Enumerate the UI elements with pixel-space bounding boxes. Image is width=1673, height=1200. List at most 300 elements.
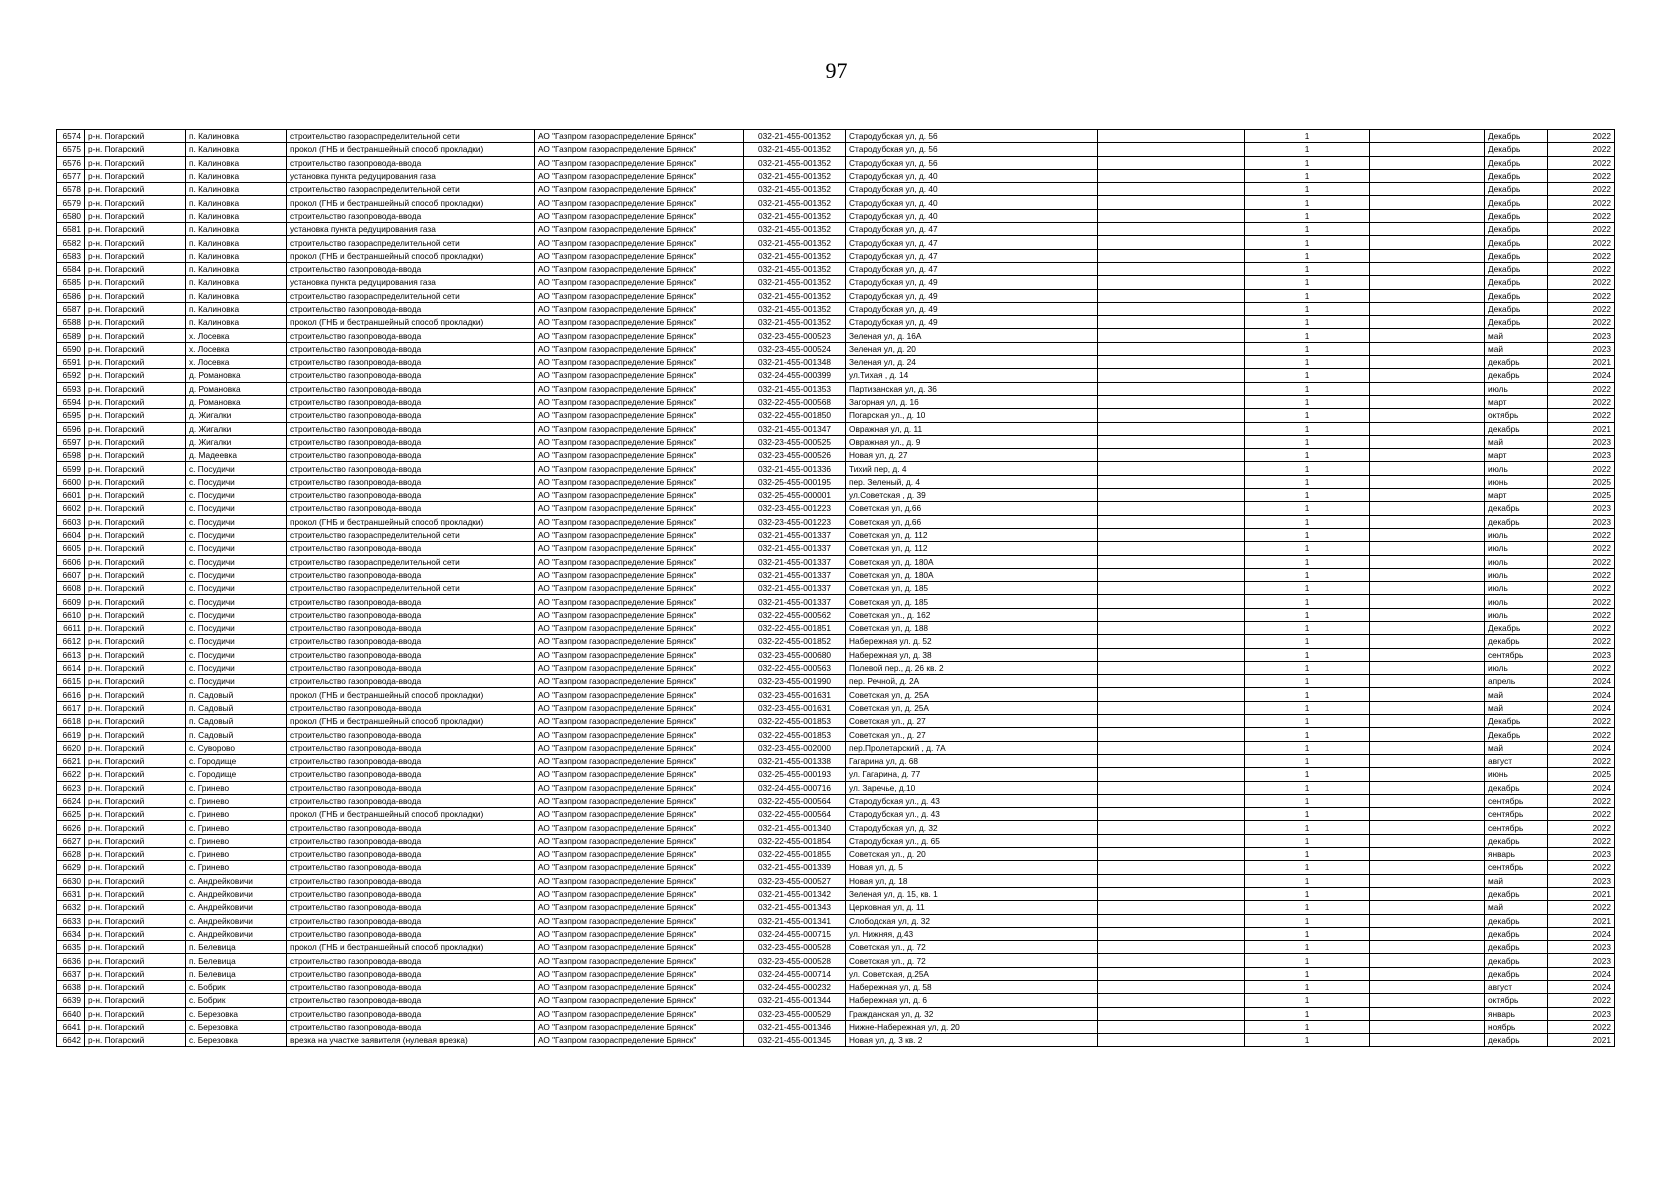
cell-empty-col-a — [1098, 276, 1245, 289]
cell-empty-col-b — [1370, 156, 1485, 169]
cell-empty-col-b — [1370, 808, 1485, 821]
cell-work-type: строительство газопровода-ввода — [287, 768, 535, 781]
cell-settlement: с. Бобрик — [186, 981, 287, 994]
cell-organization: АО "Газпром газораспределение Брянск" — [535, 914, 744, 927]
cell-application-number: 032-21-455-001352 — [744, 262, 846, 275]
cell-month: Декабрь — [1485, 209, 1548, 222]
cell-district: р-н. Погарский — [85, 981, 186, 994]
cell-work-type: прокол (ГНБ и бестраншейный способ прокладки) — [287, 515, 535, 528]
cell-count: 1 — [1245, 435, 1370, 448]
cell-application-number: 032-21-455-001346 — [744, 1020, 846, 1033]
cell-work-type: врезка на участке заявителя (нулевая врезка) — [287, 1034, 535, 1047]
cell-settlement: п. Калиновка — [186, 156, 287, 169]
cell-district: р-н. Погарский — [85, 794, 186, 807]
cell-organization: АО "Газпром газораспределение Брянск" — [535, 409, 744, 422]
cell-work-type: строительство газопровода-ввода — [287, 595, 535, 608]
cell-work-type: строительство газопровода-ввода — [287, 954, 535, 967]
cell-district: р-н. Погарский — [85, 701, 186, 714]
cell-count: 1 — [1245, 329, 1370, 342]
cell-settlement: с. Посудичи — [186, 582, 287, 595]
cell-settlement: с. Посудичи — [186, 595, 287, 608]
cell-district: р-н. Погарский — [85, 621, 186, 634]
cell-work-type: строительство газопровода-ввода — [287, 874, 535, 887]
cell-count: 1 — [1245, 302, 1370, 315]
cell-application-number: 032-22-455-001853 — [744, 728, 846, 741]
cell-district: р-н. Погарский — [85, 342, 186, 355]
cell-row-number: 6631 — [57, 887, 85, 900]
cell-count: 1 — [1245, 555, 1370, 568]
cell-year: 2024 — [1548, 741, 1615, 754]
cell-address: Стародубская ул, д. 40 — [846, 169, 1098, 182]
cell-count: 1 — [1245, 794, 1370, 807]
cell-application-number: 032-22-455-000562 — [744, 608, 846, 621]
cell-count: 1 — [1245, 781, 1370, 794]
cell-empty-col-b — [1370, 981, 1485, 994]
cell-district: р-н. Погарский — [85, 901, 186, 914]
cell-count: 1 — [1245, 768, 1370, 781]
cell-year: 2022 — [1548, 861, 1615, 874]
cell-application-number: 032-21-455-001337 — [744, 595, 846, 608]
cell-settlement: д. Жигалки — [186, 409, 287, 422]
cell-month: май — [1485, 329, 1548, 342]
cell-district: р-н. Погарский — [85, 249, 186, 262]
cell-address: Стародубская ул, д. 47 — [846, 249, 1098, 262]
cell-work-type: строительство газопровода-ввода — [287, 409, 535, 422]
cell-year: 2025 — [1548, 489, 1615, 502]
cell-application-number: 032-23-455-000529 — [744, 1007, 846, 1020]
cell-address: Стародубская ул, д. 56 — [846, 143, 1098, 156]
cell-organization: АО "Газпром газораспределение Брянск" — [535, 183, 744, 196]
cell-district: р-н. Погарский — [85, 941, 186, 954]
cell-row-number: 6586 — [57, 289, 85, 302]
table-row — [57, 861, 1615, 874]
cell-organization: АО "Газпром газораспределение Брянск" — [535, 701, 744, 714]
cell-month: Декабрь — [1485, 249, 1548, 262]
cell-count: 1 — [1245, 741, 1370, 754]
cell-year: 2025 — [1548, 475, 1615, 488]
cell-month: июль — [1485, 568, 1548, 581]
cell-work-type: прокол (ГНБ и бестраншейный способ прокладки) — [287, 196, 535, 209]
cell-application-number: 032-21-455-001339 — [744, 861, 846, 874]
cell-application-number: 032-21-455-001337 — [744, 582, 846, 595]
cell-empty-col-a — [1098, 834, 1245, 847]
cell-settlement: с. Гринево — [186, 781, 287, 794]
cell-empty-col-a — [1098, 236, 1245, 249]
table-row — [57, 409, 1615, 422]
cell-address: Советская ул, д. 185 — [846, 595, 1098, 608]
cell-address: пер. Зеленый, д. 4 — [846, 475, 1098, 488]
cell-work-type: строительство газопровода-ввода — [287, 967, 535, 980]
cell-settlement: п. Калиновка — [186, 249, 287, 262]
cell-application-number: 032-21-455-001352 — [744, 169, 846, 182]
cell-settlement: с. Андрейковичи — [186, 914, 287, 927]
cell-work-type: строительство газопровода-ввода — [287, 927, 535, 940]
cell-settlement: с. Андрейковичи — [186, 874, 287, 887]
cell-organization: АО "Газпром газораспределение Брянск" — [535, 515, 744, 528]
cell-empty-col-b — [1370, 329, 1485, 342]
cell-year: 2022 — [1548, 236, 1615, 249]
cell-organization: АО "Газпром газораспределение Брянск" — [535, 1007, 744, 1020]
cell-count: 1 — [1245, 130, 1370, 143]
table-row — [57, 502, 1615, 515]
cell-year: 2022 — [1548, 834, 1615, 847]
cell-application-number: 032-25-455-000001 — [744, 489, 846, 502]
cell-empty-col-a — [1098, 927, 1245, 940]
table-row — [57, 914, 1615, 927]
cell-empty-col-a — [1098, 289, 1245, 302]
cell-organization: АО "Газпром газораспределение Брянск" — [535, 369, 744, 382]
cell-year: 2022 — [1548, 462, 1615, 475]
cell-row-number: 6595 — [57, 409, 85, 422]
cell-empty-col-b — [1370, 794, 1485, 807]
table-row — [57, 874, 1615, 887]
cell-organization: АО "Газпром газораспределение Брянск" — [535, 635, 744, 648]
cell-empty-col-a — [1098, 608, 1245, 621]
cell-application-number: 032-22-455-001855 — [744, 848, 846, 861]
cell-empty-col-a — [1098, 701, 1245, 714]
cell-row-number: 6619 — [57, 728, 85, 741]
table-row — [57, 435, 1615, 448]
cell-empty-col-a — [1098, 941, 1245, 954]
cell-application-number: 032-21-455-001352 — [744, 196, 846, 209]
table-row — [57, 249, 1615, 262]
cell-empty-col-a — [1098, 1020, 1245, 1033]
cell-row-number: 6634 — [57, 927, 85, 940]
cell-organization: АО "Газпром газораспределение Брянск" — [535, 874, 744, 887]
cell-work-type: строительство газопровода-ввода — [287, 741, 535, 754]
table-row — [57, 635, 1615, 648]
cell-application-number: 032-22-455-000568 — [744, 395, 846, 408]
table-row — [57, 289, 1615, 302]
cell-month: май — [1485, 342, 1548, 355]
cell-work-type: строительство газораспределительной сети — [287, 130, 535, 143]
cell-year: 2022 — [1548, 409, 1615, 422]
cell-count: 1 — [1245, 1020, 1370, 1033]
cell-month: май — [1485, 435, 1548, 448]
cell-count: 1 — [1245, 475, 1370, 488]
cell-work-type: строительство газопровода-ввода — [287, 209, 535, 222]
cell-count: 1 — [1245, 608, 1370, 621]
cell-count: 1 — [1245, 183, 1370, 196]
cell-count: 1 — [1245, 595, 1370, 608]
cell-application-number: 032-23-455-001223 — [744, 502, 846, 515]
cell-district: р-н. Погарский — [85, 183, 186, 196]
cell-count: 1 — [1245, 143, 1370, 156]
cell-settlement: п. Калиновка — [186, 196, 287, 209]
cell-year: 2022 — [1548, 382, 1615, 395]
cell-empty-col-b — [1370, 821, 1485, 834]
cell-district: р-н. Погарский — [85, 130, 186, 143]
cell-organization: АО "Газпром газораспределение Брянск" — [535, 728, 744, 741]
cell-count: 1 — [1245, 223, 1370, 236]
cell-row-number: 6638 — [57, 981, 85, 994]
cell-district: р-н. Погарский — [85, 781, 186, 794]
cell-month: июль — [1485, 462, 1548, 475]
cell-application-number: 032-25-455-000195 — [744, 475, 846, 488]
cell-count: 1 — [1245, 728, 1370, 741]
cell-organization: АО "Газпром газораспределение Брянск" — [535, 156, 744, 169]
cell-month: декабрь — [1485, 941, 1548, 954]
cell-work-type: строительство газопровода-ввода — [287, 728, 535, 741]
cell-row-number: 6583 — [57, 249, 85, 262]
cell-year: 2022 — [1548, 621, 1615, 634]
cell-address: Советская ул, д. 180А — [846, 555, 1098, 568]
cell-address: Советская ул, д.66 — [846, 502, 1098, 515]
cell-month: декабрь — [1485, 502, 1548, 515]
cell-month: Декабрь — [1485, 223, 1548, 236]
cell-application-number: 032-24-455-000714 — [744, 967, 846, 980]
table-row — [57, 209, 1615, 222]
cell-address: Гагарина ул, д. 68 — [846, 754, 1098, 767]
cell-settlement: х. Лосевка — [186, 329, 287, 342]
cell-work-type: прокол (ГНБ и бестраншейный способ прокладки) — [287, 316, 535, 329]
cell-address: Набережная ул. д. 52 — [846, 635, 1098, 648]
cell-application-number: 032-21-455-001352 — [744, 143, 846, 156]
cell-empty-col-a — [1098, 329, 1245, 342]
cell-address: Овражная ул., д. 9 — [846, 435, 1098, 448]
cell-settlement: д. Романовка — [186, 395, 287, 408]
cell-month: декабрь — [1485, 967, 1548, 980]
cell-empty-col-b — [1370, 1020, 1485, 1033]
table-row — [57, 382, 1615, 395]
cell-year: 2023 — [1548, 329, 1615, 342]
cell-month: декабрь — [1485, 356, 1548, 369]
cell-district: р-н. Погарский — [85, 741, 186, 754]
cell-month: май — [1485, 901, 1548, 914]
cell-address: Зеленая ул, д. 15, кв. 1 — [846, 887, 1098, 900]
cell-month: Декабрь — [1485, 621, 1548, 634]
table-row — [57, 648, 1615, 661]
cell-settlement: с. Андрейковичи — [186, 901, 287, 914]
cell-address: Стародубская ул., д. 43 — [846, 794, 1098, 807]
cell-count: 1 — [1245, 914, 1370, 927]
cell-row-number: 6628 — [57, 848, 85, 861]
cell-empty-col-a — [1098, 169, 1245, 182]
cell-work-type: строительство газопровода-ввода — [287, 1020, 535, 1033]
cell-row-number: 6582 — [57, 236, 85, 249]
cell-settlement: п. Калиновка — [186, 316, 287, 329]
cell-district: р-н. Погарский — [85, 289, 186, 302]
cell-count: 1 — [1245, 967, 1370, 980]
table-row — [57, 475, 1615, 488]
cell-count: 1 — [1245, 582, 1370, 595]
cell-year: 2023 — [1548, 342, 1615, 355]
cell-address: пер.Пролетарский , д. 7А — [846, 741, 1098, 754]
cell-empty-col-b — [1370, 675, 1485, 688]
cell-year: 2022 — [1548, 262, 1615, 275]
cell-count: 1 — [1245, 528, 1370, 541]
cell-address: Стародубская ул, д. 49 — [846, 276, 1098, 289]
cell-work-type: установка пункта редуцирования газа — [287, 276, 535, 289]
cell-year: 2022 — [1548, 635, 1615, 648]
cell-count: 1 — [1245, 156, 1370, 169]
cell-count: 1 — [1245, 688, 1370, 701]
cell-settlement: д. Мадеевка — [186, 449, 287, 462]
cell-empty-col-a — [1098, 914, 1245, 927]
cell-empty-col-a — [1098, 409, 1245, 422]
cell-district: р-н. Погарский — [85, 422, 186, 435]
cell-row-number: 6587 — [57, 302, 85, 315]
cell-month: Декабрь — [1485, 130, 1548, 143]
cell-row-number: 6625 — [57, 808, 85, 821]
cell-organization: АО "Газпром газораспределение Брянск" — [535, 209, 744, 222]
cell-count: 1 — [1245, 568, 1370, 581]
cell-empty-col-a — [1098, 302, 1245, 315]
cell-year: 2022 — [1548, 276, 1615, 289]
cell-application-number: 032-21-455-001337 — [744, 568, 846, 581]
cell-month: декабрь — [1485, 422, 1548, 435]
cell-year: 2022 — [1548, 196, 1615, 209]
cell-settlement: п. Калиновка — [186, 289, 287, 302]
cell-month: сентябрь — [1485, 648, 1548, 661]
cell-address: ул. Гагарина, д. 77 — [846, 768, 1098, 781]
table-row — [57, 568, 1615, 581]
cell-settlement: п. Садовый — [186, 728, 287, 741]
cell-district: р-н. Погарский — [85, 568, 186, 581]
cell-application-number: 032-22-455-001850 — [744, 409, 846, 422]
cell-row-number: 6640 — [57, 1007, 85, 1020]
cell-empty-col-a — [1098, 395, 1245, 408]
cell-organization: АО "Газпром газораспределение Брянск" — [535, 967, 744, 980]
cell-organization: АО "Газпром газораспределение Брянск" — [535, 621, 744, 634]
cell-address: Овражная ул, д. 11 — [846, 422, 1098, 435]
cell-empty-col-a — [1098, 808, 1245, 821]
cell-empty-col-a — [1098, 528, 1245, 541]
cell-settlement: с. Гринево — [186, 821, 287, 834]
cell-empty-col-a — [1098, 489, 1245, 502]
cell-empty-col-a — [1098, 449, 1245, 462]
cell-address: Советская ул, д. 112 — [846, 542, 1098, 555]
cell-empty-col-a — [1098, 196, 1245, 209]
cell-district: р-н. Погарский — [85, 994, 186, 1007]
cell-district: р-н. Погарский — [85, 555, 186, 568]
cell-organization: АО "Газпром газораспределение Брянск" — [535, 382, 744, 395]
cell-address: Нижне-Набережная ул, д. 20 — [846, 1020, 1098, 1033]
cell-row-number: 6607 — [57, 568, 85, 581]
cell-year: 2023 — [1548, 515, 1615, 528]
cell-address: Церковная ул, д. 11 — [846, 901, 1098, 914]
cell-year: 2022 — [1548, 1020, 1615, 1033]
cell-year: 2024 — [1548, 781, 1615, 794]
cell-district: р-н. Погарский — [85, 223, 186, 236]
cell-month: май — [1485, 874, 1548, 887]
cell-district: р-н. Погарский — [85, 768, 186, 781]
cell-month: Декабрь — [1485, 316, 1548, 329]
cell-district: р-н. Погарский — [85, 1007, 186, 1020]
cell-row-number: 6575 — [57, 143, 85, 156]
table-row — [57, 369, 1615, 382]
cell-year: 2022 — [1548, 249, 1615, 262]
cell-month: Декабрь — [1485, 728, 1548, 741]
register-table — [56, 129, 1615, 1047]
cell-empty-col-b — [1370, 236, 1485, 249]
cell-settlement: с. Посудичи — [186, 475, 287, 488]
cell-work-type: строительство газопровода-ввода — [287, 754, 535, 767]
cell-count: 1 — [1245, 675, 1370, 688]
cell-year: 2024 — [1548, 981, 1615, 994]
cell-count: 1 — [1245, 887, 1370, 900]
cell-district: р-н. Погарский — [85, 515, 186, 528]
cell-year: 2022 — [1548, 901, 1615, 914]
cell-settlement: п. Садовый — [186, 715, 287, 728]
cell-month: декабрь — [1485, 954, 1548, 967]
cell-empty-col-b — [1370, 701, 1485, 714]
table-row — [57, 621, 1615, 634]
cell-district: р-н. Погарский — [85, 914, 186, 927]
table-row — [57, 329, 1615, 342]
cell-month: январь — [1485, 1007, 1548, 1020]
cell-row-number: 6627 — [57, 834, 85, 847]
cell-row-number: 6577 — [57, 169, 85, 182]
cell-month: декабрь — [1485, 887, 1548, 900]
cell-row-number: 6584 — [57, 262, 85, 275]
cell-work-type: строительство газопровода-ввода — [287, 1007, 535, 1020]
cell-district: р-н. Погарский — [85, 316, 186, 329]
cell-row-number: 6585 — [57, 276, 85, 289]
cell-address: Зеленая ул, д. 16А — [846, 329, 1098, 342]
cell-application-number: 032-23-455-001631 — [744, 701, 846, 714]
cell-row-number: 6622 — [57, 768, 85, 781]
cell-empty-col-a — [1098, 741, 1245, 754]
cell-settlement: п. Садовый — [186, 688, 287, 701]
cell-district: р-н. Погарский — [85, 528, 186, 541]
cell-district: р-н. Погарский — [85, 635, 186, 648]
cell-application-number: 032-21-455-001345 — [744, 1034, 846, 1047]
cell-month: апрель — [1485, 675, 1548, 688]
cell-month: август — [1485, 981, 1548, 994]
cell-organization: АО "Газпром газораспределение Брянск" — [535, 449, 744, 462]
cell-district: р-н. Погарский — [85, 502, 186, 515]
cell-settlement: д. Романовка — [186, 382, 287, 395]
table-row — [57, 901, 1615, 914]
cell-row-number: 6597 — [57, 435, 85, 448]
cell-year: 2022 — [1548, 209, 1615, 222]
cell-application-number: 032-24-455-000715 — [744, 927, 846, 940]
cell-row-number: 6579 — [57, 196, 85, 209]
table-row — [57, 794, 1615, 807]
cell-empty-col-b — [1370, 621, 1485, 634]
cell-settlement: с. Березовка — [186, 1007, 287, 1020]
cell-address: Новая ул, д. 5 — [846, 861, 1098, 874]
cell-settlement: п. Калиновка — [186, 130, 287, 143]
cell-application-number: 032-24-455-000399 — [744, 369, 846, 382]
table-row — [57, 262, 1615, 275]
cell-empty-col-a — [1098, 382, 1245, 395]
cell-count: 1 — [1245, 209, 1370, 222]
cell-organization: АО "Газпром газораспределение Брянск" — [535, 462, 744, 475]
cell-empty-col-a — [1098, 661, 1245, 674]
cell-empty-col-b — [1370, 515, 1485, 528]
cell-count: 1 — [1245, 342, 1370, 355]
cell-work-type: строительство газопровода-ввода — [287, 781, 535, 794]
cell-empty-col-a — [1098, 715, 1245, 728]
cell-count: 1 — [1245, 754, 1370, 767]
cell-month: сентябрь — [1485, 808, 1548, 821]
cell-empty-col-a — [1098, 675, 1245, 688]
cell-settlement: с. Андрейковичи — [186, 887, 287, 900]
cell-address: Стародубская ул, д. 47 — [846, 236, 1098, 249]
cell-month: декабрь — [1485, 1034, 1548, 1047]
cell-organization: АО "Газпром газораспределение Брянск" — [535, 395, 744, 408]
cell-organization: АО "Газпром газораспределение Брянск" — [535, 342, 744, 355]
cell-empty-col-b — [1370, 489, 1485, 502]
cell-empty-col-b — [1370, 395, 1485, 408]
cell-row-number: 6618 — [57, 715, 85, 728]
cell-empty-col-b — [1370, 582, 1485, 595]
cell-empty-col-b — [1370, 169, 1485, 182]
cell-district: р-н. Погарский — [85, 648, 186, 661]
cell-month: Декабрь — [1485, 262, 1548, 275]
